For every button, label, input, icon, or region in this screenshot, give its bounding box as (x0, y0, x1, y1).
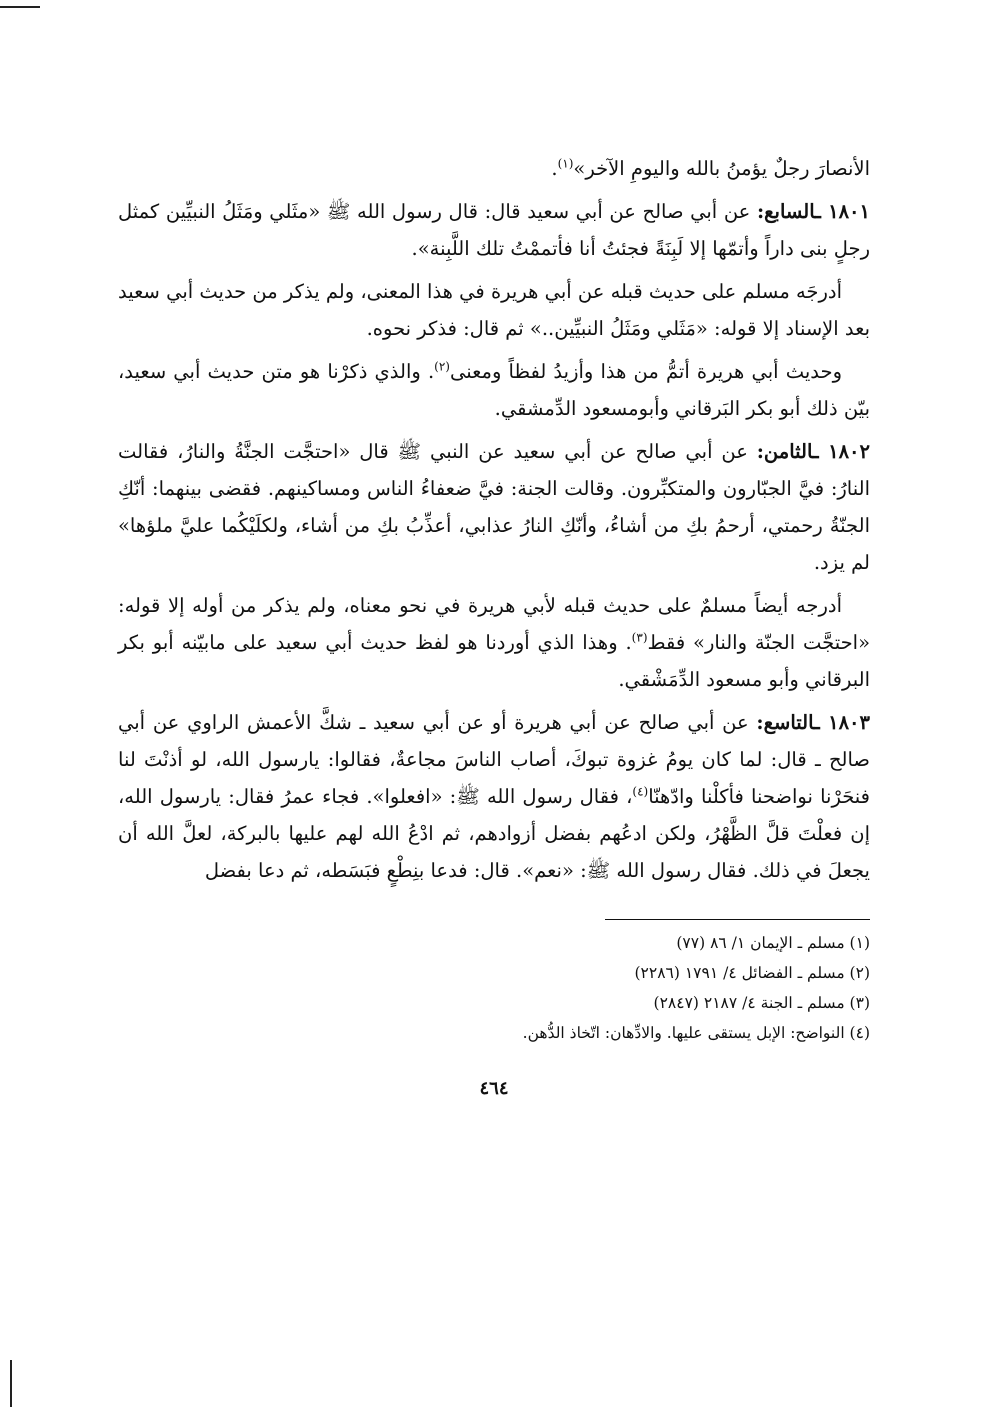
paragraph-text: وحديث أبي هريرة أتمُّ من هذا وأزيدُ لفظاً ومعنى (449, 360, 842, 383)
commentary-paragraph (118, 273, 870, 347)
hadith-1802 (118, 433, 870, 581)
commentary-paragraph (118, 353, 870, 427)
paragraph-text: . والذي ذكرْنا هو متن حديث أبي سعيد، بيّن ذلك أبو بكر البَرقاني وأبومسعود الدِّمشقي. (118, 360, 870, 420)
hadith-number: ١٨٠١ ـ (815, 200, 870, 223)
hadith-title: السابع: (756, 200, 816, 223)
hadith-number: ١٨٠٣ ـ (814, 711, 870, 734)
commentary-paragraph (118, 587, 870, 698)
footnote-ref: (٤) (632, 784, 649, 799)
page-body (118, 150, 870, 1099)
footnote-item: (٣) مسلم ـ الجنة ٤/ ٢١٨٧ (٢٨٤٧) (653, 994, 870, 1012)
footnote-item: (١) مسلم ـ الإيمان ١/ ٨٦ (٧٧) (676, 934, 870, 952)
paragraph-continuation: الأنصارَ رجلٌ يؤمنُ بالله واليومِ الآخر»$^{(١)}$. (551, 156, 870, 180)
footnote-ref: (١) (557, 156, 574, 171)
footnotes (118, 928, 870, 1048)
footnote-divider (605, 919, 870, 920)
paragraph-text: أدرجه أيضاً مسلمٌ على حديث قبله لأبي هريرة في نحو معناه، ولم يذكر من أوله إلا قوله: «احتجَّت الجنّة والنار» فقط (118, 594, 870, 654)
hadith-1803 (118, 704, 870, 889)
footnote-ref: (٢) (434, 359, 450, 374)
hadith-text: عن أبي صالح عن أبي سعيد قال: قال رسول الله ﷺ «مثَلي ومَثَلُ النبيِّين كمثل رجلٍ بنى داراً وأتمّها إلا لَبِنَةً فجئتُ أنا فأتممْتُ تلك اللَّبِنة». (118, 200, 870, 260)
scan-edge-mark (10, 1360, 12, 1407)
hadith-text: عن أبي صالح عن أبي سعيد عن النبي ﷺ قال «احتجَّت الجنَّةُ والنارُ، فقالت النارُ: فيَّ الجبّارون والمتكبِّرون. وقالت الجنة: فيَّ ضعفاءُ الناس ومساكينهم. فقضى بينهما: أنّكِ الجنّةُ رحمتي، أرحمُ بكِ من أشاءُ، وأنّكِ النارُ عذابي، أعذِّبُ بكِ من أشاء، ولكلَيْكُما عليَّ ملؤها» لم يزد. (118, 440, 870, 574)
hadith-text: ، فقال رسول الله ﷺ: «افعلوا». فجاء عمرُ فقال: يارسول الله، إن فعلْتَ قلَّ الظَّهْرُ، ولكن ادعُهم بفضل أزوادهم، ثم ادْعُ الله لهم عليها بالبركة، لعلَّ الله أن يجعلَ في ذلك. فقال رسول الله ﷺ: «نعم». قال: فدعا بنِطْعٍ فبَسَطه، ثم دعا بفضل (118, 785, 870, 882)
hadith-1801 (118, 193, 870, 267)
footnote-item: (٢) مسلم ـ الفضائل ٤/ ١٧٩١ (٢٢٨٦) (634, 964, 870, 982)
paragraph-text: . وهذا الذي أوردنا هو لفظ حديث أبي سعيد على مابيّنه أبو بكر البرقاني وأبو مسعود الدِّمَشْقي. (118, 631, 870, 691)
hadith-title: الثامن: (756, 440, 813, 463)
footnote-item: (٤) النواضح: الإبل يستقى عليها. والادِّهان: اتّخاذ الدُّهن. (522, 1024, 870, 1042)
footnote-ref: (٣) (631, 630, 648, 645)
hadith-text: عن أبي صالح عن أبي هريرة أو عن أبي سعيد ـ شكَّ الأعمش الراوي عن أبي صالح ـ قال: لما كان يومُ غزوة تبوكَ، أصاب الناسَ مجاعةٌ، فقالوا: يارسول الله، لو أذنْتَ لنا فنحَرْنا نواضحنا فأكلْنا وادّهنّا (118, 711, 870, 808)
page-number: ٤٦٤ (479, 1078, 509, 1099)
hadith-title: التاسع: (756, 711, 815, 734)
hadith-number: ١٨٠٢ ـ (812, 440, 870, 463)
paragraph-text: أدرجَه مسلم على حديث قبله عن أبي هريرة في هذا المعنى، ولم يذكر من حديث أبي سعيد بعد الإسناد إلا قوله: «مَثَلي ومَثَلُ النبيِّين..» ثم قال: فذكر نحوه. (118, 280, 870, 340)
scan-edge-mark (0, 6, 40, 8)
paragraph-text: الأنصارَ رجلٌ يؤمنُ بالله واليومِ الآخر» (573, 157, 870, 180)
